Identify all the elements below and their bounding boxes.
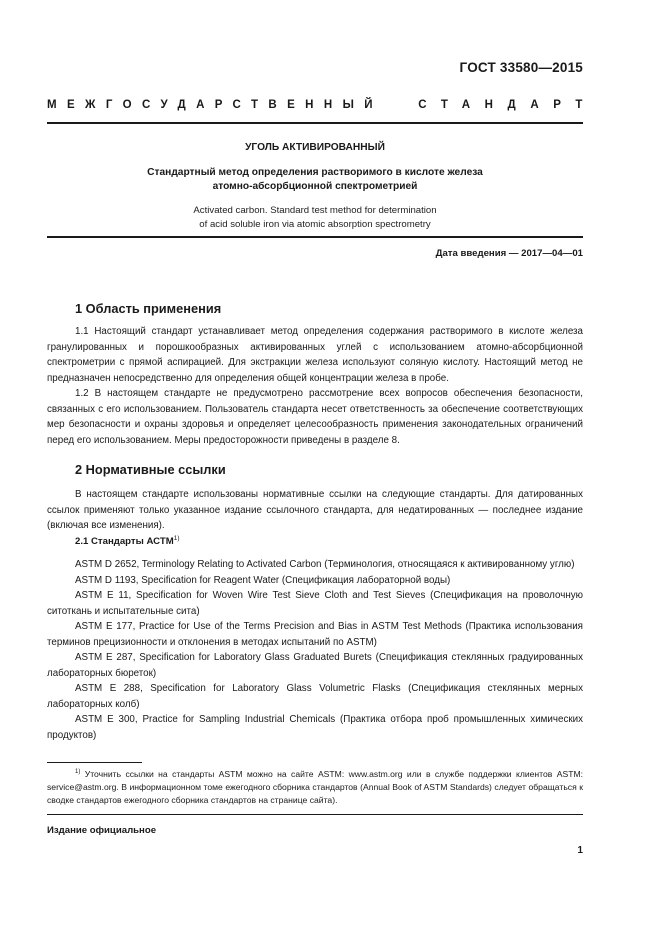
- interstate-standard-banner: [47, 99, 597, 111]
- astm-reference-list: [47, 557, 583, 743]
- reference-item: ASTM E 300, Practice for Sampling Industrial Chemicals (Практика отбора проб промышленных химических продуктов): [47, 714, 583, 741]
- subtitle-line-2: атомно-абсорбционной спектрометрией: [212, 181, 418, 192]
- reference-item: ASTM E 288, Specification for Laboratory Glass Volumetric Flasks (Спецификация стеклянных мерных лабораторных колб): [47, 683, 583, 710]
- reference-item: ASTM D 1193, Specification for Reagent Water (Спецификация лабораторной воды): [75, 574, 451, 586]
- paragraph-2: В настоящем стандарте использованы нормативные ссылки на следующие стандарты. Для датированных ссылок применяют только указанное издание ссылочного стандарта, для недатированных — последнее издание (включая все изменения).: [47, 489, 583, 531]
- english-title: [47, 204, 583, 232]
- title-divider: [47, 236, 583, 238]
- section-1-heading: 1 Область применения: [75, 301, 222, 316]
- reference-item: ASTM E 11, Specification for Woven Wire Test Sieve Cloth and Test Sieves (Спецификация на проволочную ситоткань и испытательные сита): [47, 590, 583, 617]
- footnote-marker: 1): [75, 769, 81, 775]
- introduction-date: Дата введения — 2017—04—01: [435, 248, 583, 259]
- official-edition-label: Издание официальное: [47, 825, 157, 836]
- footnote-divider: [47, 762, 142, 763]
- english-title-line-1: Activated carbon. Standard test method for determination: [193, 205, 437, 216]
- subsection-2-1-heading: [75, 535, 180, 547]
- header-divider: [47, 122, 583, 124]
- banner-word-interstate: МЕЖГОСУДАРСТВЕННЫЙ: [47, 99, 383, 111]
- subtitle-line-1: Стандартный метод определения растворимого в кислоте железа: [147, 167, 483, 178]
- banner-word-standard: СТАНДАРТ: [418, 99, 597, 111]
- document-subtitle: [47, 166, 583, 194]
- document-title: УГОЛЬ АКТИВИРОВАННЫЙ: [245, 142, 385, 153]
- page-number: 1: [577, 845, 583, 856]
- paragraph-1-1: 1.1 Настоящий стандарт устанавливает метод определения содержания растворимого в кислоте железа гранулированных и порошкообразных активированных углей с использованием атомно-абсорбционной спектрометрии с прямой аспирацией. Для экстракции железа используют соляную кислоту. Настоящий метод не предназначен непосредственно для определения общей концентрации железа в пробе.: [47, 326, 583, 384]
- reference-item: ASTM E 177, Practice for Use of the Terms Precision and Bias in ASTM Test Methods (Практика использования терминов прецизионности и отклонения в методах испытаний по ASTM): [47, 621, 583, 648]
- english-title-line-2: of acid soluble iron via atomic absorption spectrometry: [199, 219, 431, 230]
- footnote: [47, 766, 583, 807]
- standard-code: ГОСТ 33580—2015: [459, 60, 583, 75]
- paragraph-1-2: 1.2 В настоящем стандарте не предусмотрено рассмотрение всех вопросов обеспечения безопасности, связанных с его использованием. Пользователь стандарта несет ответственность за обеспечение соответствующих мер безопасности и охраны здоровья и определяет целесообразность применения законодательных ограничений перед его использованием. Меры предосторожности приведены в разделе 8.: [47, 388, 583, 446]
- footnote-reference: 1): [173, 535, 180, 542]
- subsection-2-1-title: 2.1 Стандарты АСТМ: [75, 536, 174, 548]
- footer-divider: [47, 814, 583, 815]
- reference-item: ASTM E 287, Specification for Laboratory Glass Graduated Burets (Спецификация стеклянных градуированных лабораторных бюреток): [47, 652, 583, 679]
- section-2-heading: 2 Нормативные ссылки: [75, 462, 226, 477]
- reference-item: ASTM D 2652, Terminology Relating to Activated Carbon (Терминология, относящаяся к активированному углю): [75, 559, 575, 570]
- footnote-text: Уточнить ссылки на стандарты ASTM можно на сайте ASTM: www.astm.org или в службе поддержки клиентов ASTM: service@astm.org. В информационном томе ежегодного сборника стандартов (Annual Book of ASTM Standards) следует обращаться к сводке стандартов ежегодного сборника стандартов на странице сайта).: [47, 768, 583, 805]
